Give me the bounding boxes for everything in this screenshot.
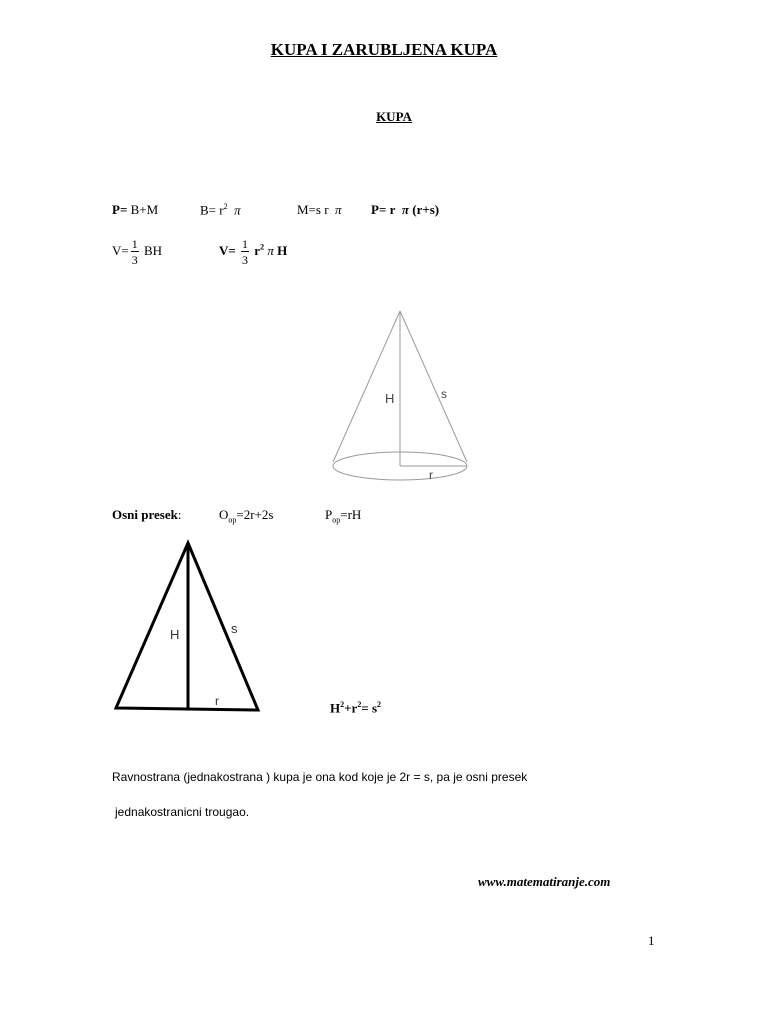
formula-surface-full: P= r π (r+s) [371, 202, 440, 217]
cone-height-label: H [385, 391, 395, 406]
cone-radius-label: r [429, 468, 433, 482]
cone-slant-label: s [441, 387, 447, 401]
axial-triangle-diagram [108, 535, 268, 720]
paragraph-line-2: jednakostranicni trougao. [115, 805, 250, 819]
page-title: KUPA I ZARUBLJENA KUPA [270, 40, 498, 59]
fraction-one-third: $\frac{1}{3}$ [131, 237, 138, 267]
paragraph-line-1: Ravnostrana (jednakostrana ) kupa je ona kod koje je 2r = s, pa je osni presek [112, 770, 528, 784]
formula-volume: V= $\frac{1}{3}$ BH [112, 237, 163, 267]
formula-surface: P= B+M [112, 202, 159, 217]
formula-base: $B= r^2$ π [200, 202, 241, 218]
axial-section-label: Osni presek [112, 507, 178, 522]
fraction-one-third: $\frac{1}{3}$ [242, 237, 249, 267]
axial-area: $P_{op}=rH$ [325, 507, 362, 525]
cone-diagram [325, 305, 475, 485]
axial-perimeter: $O_{op}=2r+2s$ [219, 507, 274, 525]
triangle-height-label: H [170, 627, 180, 642]
pythagoras-formula: $H^2+r^2= s^2$ [330, 700, 382, 716]
axial-section-formulas: Osni presek: [112, 507, 182, 522]
formula-volume-full: V= $\frac{1}{3}$ $r^2$ π H [219, 237, 288, 267]
section-title: KUPA [376, 109, 412, 124]
triangle-radius-label: r [215, 694, 219, 708]
page-number: 1 [648, 933, 655, 948]
formula-mantle: M=s r π [297, 202, 342, 217]
website-link[interactable]: www.matematiranje.com [478, 874, 611, 889]
triangle-slant-label: s [231, 621, 238, 636]
